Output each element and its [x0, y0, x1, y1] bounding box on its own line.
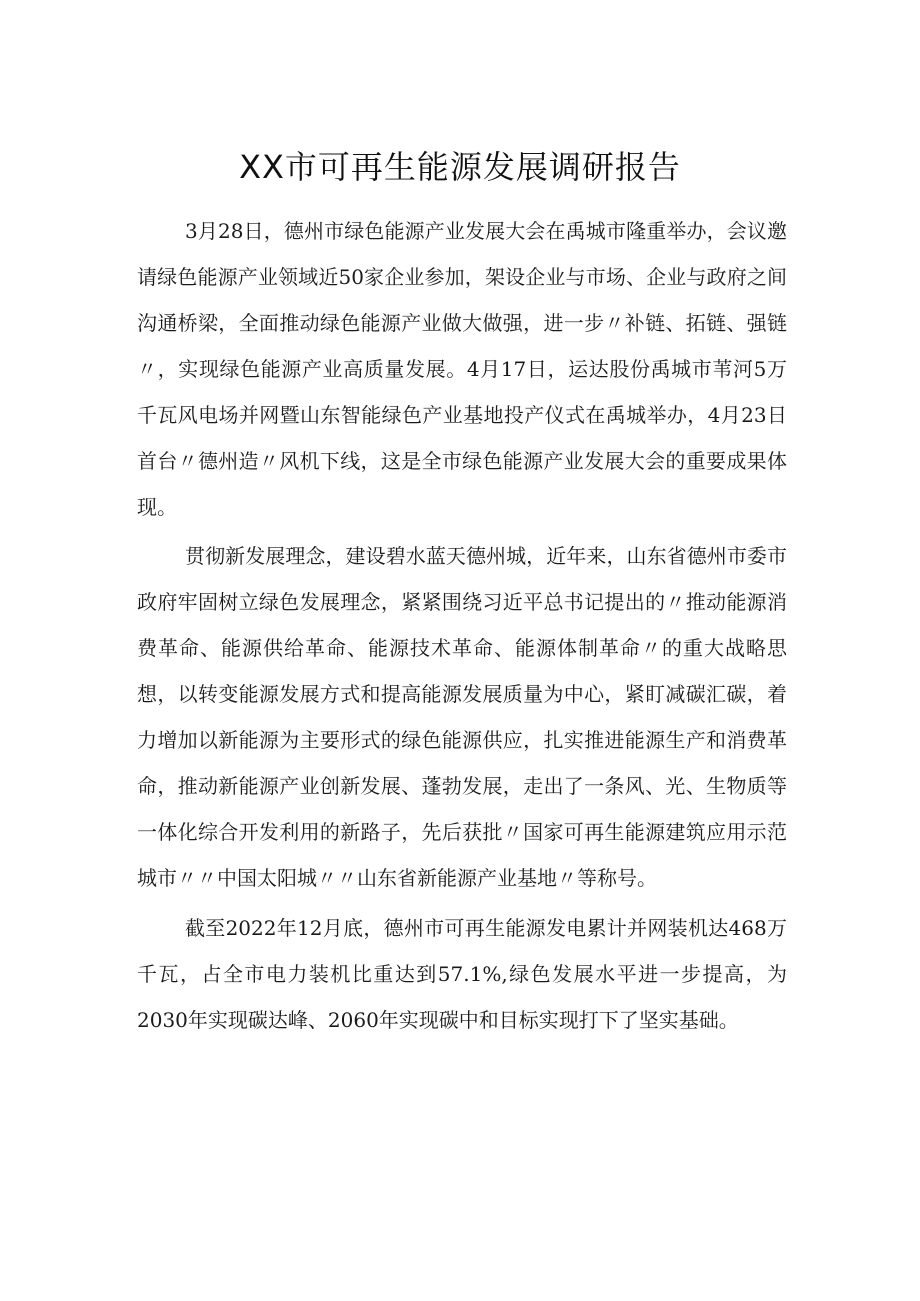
document-body — [137, 208, 787, 1043]
paragraph-green-development: 贯彻新发展理念，建设碧水蓝天德州城，近年来，山东省德州市委市政府牢固树立绿色发展理念，紧紧围绕习近平总书记提出的〃推动能源消费革命、能源供给革命、能源技术革命、能源体制革命〃的重大战略思想，以转变能源发展方式和提高能源发展质量为中心，紧盯减碳汇碳，着力增加以新能源为主要形式的绿色能源供应，扎实推进能源生产和消费革命，推动新能源产业创新发展、蓬勃发展，走出了一条风、光、生物质等一体化综合开发利用的新路子，先后获批〃国家可再生能源建筑应用示范城市〃〃中国太阳城〃〃山东省新能源产业基地〃等称号。 — [137, 544, 787, 890]
document-title: XX市可再生能源发展调研报告 — [239, 148, 681, 186]
paragraph-conference: 3月28日，德州市绿色能源产业发展大会在禹城市隆重举办，会议邀请绿色能源产业领域近50家企业参加，架设企业与市场、企业与政府之间沟通桥梁，全面推动绿色能源产业做大做强，进一步〃补链、拓链、强链〃，实现绿色能源产业高质量发展。4月17日，运达股份禹城市苇河5万千瓦风电场并网暨山东智能绿色产业基地投产仪式在禹城举办，4月23日首台〃德州造〃风机下线，这是全市绿色能源产业发展大会的重要成果体现。 — [137, 219, 787, 519]
paragraph-installed-capacity: 截至2022年12月底，德州市可再生能源发电累计并网装机达468万千瓦，占全市电力装机比重达到57.1%,绿色发展水平进一步提高，为2030年实现碳达峰、2060年实现碳中和目标实现打下了坚实基础。 — [137, 916, 787, 1032]
